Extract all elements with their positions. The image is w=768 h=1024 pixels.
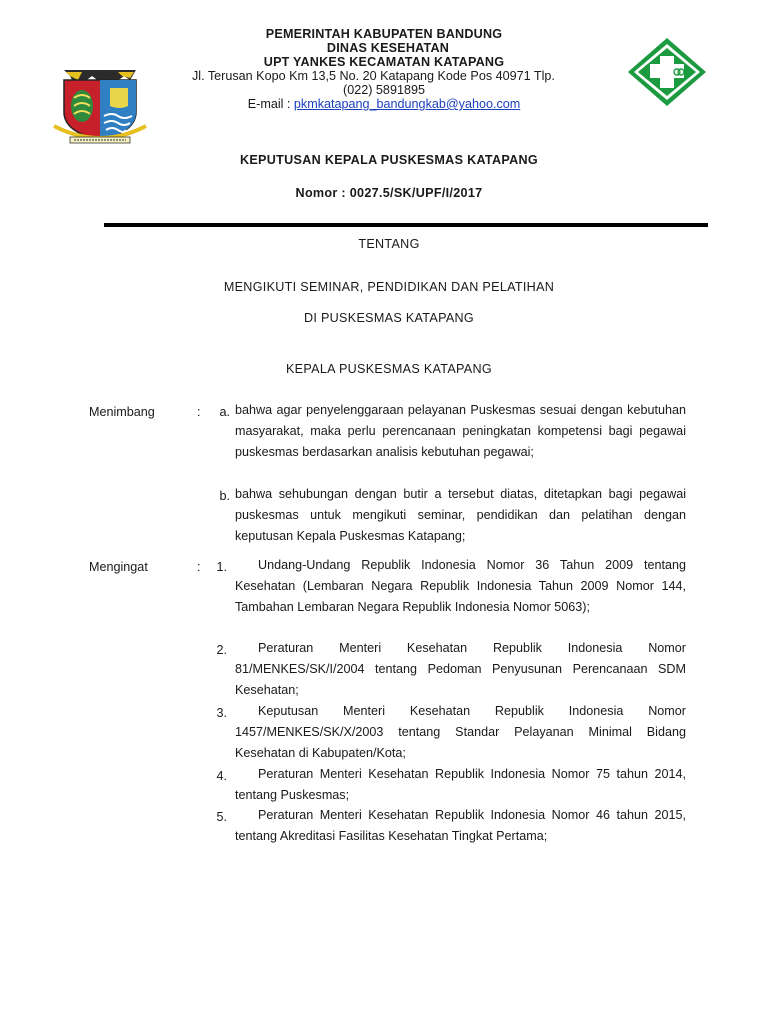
mengingat-colon: : (197, 560, 201, 574)
header-divider (104, 223, 708, 227)
letterhead-government: PEMERINTAH KABUPATEN BANDUNG (265, 27, 503, 41)
mengingat-item-2: Peraturan Menteri Kesehatan Republik Indonesia Nomor 81/MENKES/SK/I/2004 tentang Pedoman Penyusunan Perencanaan SDM Kesehatan; (235, 641, 686, 697)
about-heading: TENTANG (358, 237, 420, 251)
menimbang-marker-b: b. (219, 489, 230, 503)
mengingat-marker-1: 1. (216, 560, 227, 574)
mengingat-marker-4: 4. (216, 769, 227, 783)
mengingat-item-5: Peraturan Menteri Kesehatan Republik Indonesia Nomor 46 tahun 2015, tentang Akreditasi Fasilitas Kesehatan Tingkat Pertama; (235, 808, 686, 843)
mengingat-label: Mengingat (89, 560, 148, 574)
mengingat-marker-5: 5. (216, 810, 227, 824)
letterhead-address: Jl. Terusan Kopo Km 13,5 No. 20 Katapang Kode Pos 40971 Tlp. (192, 69, 555, 83)
subject-line-2: DI PUSKESMAS KATAPANG (303, 311, 475, 325)
menimbang-item-a: bahwa agar penyelenggaraan pelayanan Puskesmas sesuai dengan kebutuhan masyarakat, maka perlu perencanaan peningkatan kompetensi bagi pegawai puskesmas berdasarkan analisis kebutuhan pegawai; (235, 403, 686, 459)
letterhead-phone: (022) 5891895 (343, 83, 425, 97)
mengingat-marker-3: 3. (216, 706, 227, 720)
email-label: E-mail : (247, 97, 294, 111)
mengingat-item-1: Undang-Undang Republik Indonesia Nomor 36 Tahun 2009 tentang Kesehatan (Lembaran Negara Republik Indonesia Tahun 2009 Nomor 144, Tambahan Lembaran Negara Republik Indonesia Nomor 5063); (235, 558, 686, 614)
decree-title: KEPUTUSAN KEPALA PUSKESMAS KATAPANG (239, 153, 539, 167)
subject-line-1: MENGIKUTI SEMINAR, PENDIDIKAN DAN PELATIHAN (223, 280, 555, 294)
mengingat-item-3: Keputusan Menteri Kesehatan Republik Indonesia Nomor 1457/MENKES/SK/X/2003 tentang Standar Pelayanan Minimal Bidang Kesehatan di Kabupaten/Kota; (235, 704, 686, 760)
menimbang-item-b: bahwa sehubungan dengan butir a tersebut diatas, ditetapkan bagi pegawai puskesmas untuk mengikuti seminar, pendidikan dan pelatihan dengan keputusan Kepala Puskesmas Katapang; (235, 487, 686, 543)
authority-heading: KEPALA PUSKESMAS KATAPANG (285, 362, 493, 376)
mengingat-item-4: Peraturan Menteri Kesehatan Republik Indonesia Nomor 75 tahun 2014, tentang Puskesmas; (235, 767, 686, 802)
menimbang-label: Menimbang (89, 405, 155, 419)
letterhead-email-line (0, 97, 768, 111)
menimbang-marker-a: a. (219, 405, 230, 419)
decree-number: Nomor : 0027.5/SK/UPF/I/2017 (295, 186, 483, 200)
mengingat-marker-2: 2. (216, 643, 227, 657)
letterhead-agency: DINAS KESEHATAN (326, 41, 450, 55)
menimbang-colon: : (197, 405, 201, 419)
email-link[interactable]: pkmkatapang_bandungkab@yahoo.com (293, 97, 521, 111)
letterhead-unit: UPT YANKES KECAMATAN KATAPANG (263, 55, 505, 69)
